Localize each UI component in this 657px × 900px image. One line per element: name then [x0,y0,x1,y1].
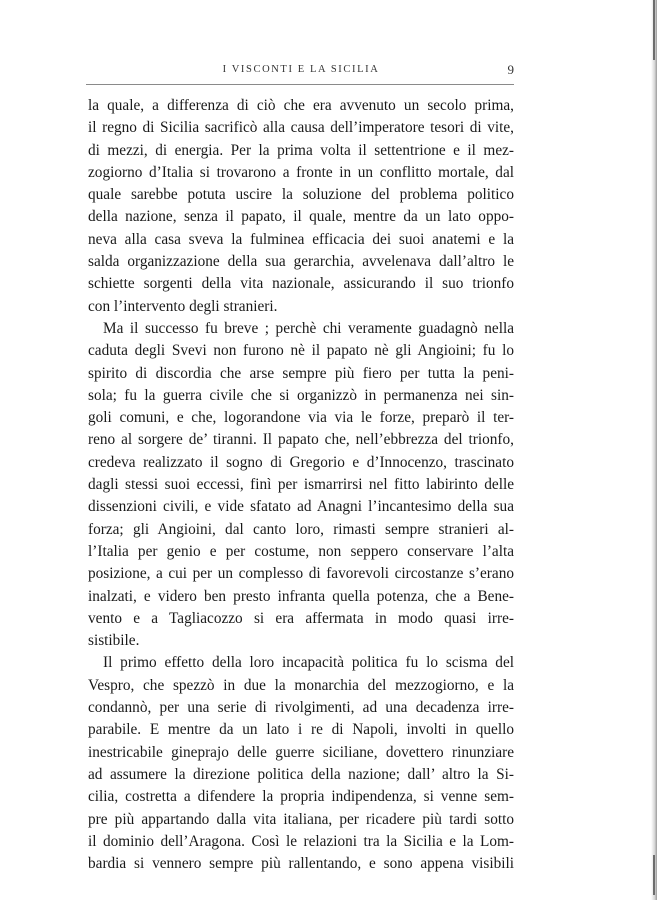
text-line: sistibile. [88,632,140,650]
text-line: cilia, costretta a difendere la propria indipendenza, si venne sem- [88,788,514,806]
scan-page-edge [651,0,657,900]
text-line: di mezzi, di energia. Per la prima volta il settentrione e il mez- [88,141,514,159]
text-line: parabile. E mentre da un lato i re di Napoli, involti in quello [88,721,514,739]
text-line: la quale, a differenza di ciò che era avvenuto un secolo prima, [88,97,514,114]
text-line: ad assumere la direzione politica della nazione; dall’ altro la Si- [88,765,514,783]
running-title: I VISCONTI E LA SICILIA [222,64,380,75]
text-line: della nazione, senza il papato, il quale, mentre da un lato oppo- [88,208,514,226]
text-line: neva alla casa sveva la fulminea efficacia dei suoi anatemi e la [88,230,514,248]
text-line: inestricabile gineprajo delle guerre siciliane, dovettero rinunziare [88,743,514,761]
edge-mark [653,855,655,895]
text-line: caduta degli Svevi non furono nè il papato nè gli Angioini; fu lo [88,342,514,360]
text-line: vento e a Tagliacozzo si era affermata in modo quasi irre- [88,609,514,627]
text-line: Vespro, che spezzò in due la monarchia del mezzogiorno, e la [88,676,514,694]
text-line: l’Italia per genio e per costume, non seppero conservare l’alta [88,542,514,560]
paragraph-start-line: Ma il successo fu breve ; perchè chi veramente guadagnò nella [103,319,514,337]
body-text [88,95,514,875]
text-line: schiette sorgenti della vita nazionale, assicurando il suo trionfo [88,275,514,293]
text-line: spirito di discordia che arse sempre più fiero per tutta la peni- [88,364,514,382]
running-head [88,64,514,84]
text-line: con l’intervento degli stranieri. [88,297,278,315]
text-line: reno al sorgere de’ tiranni. Il papato che, nell’ebbrezza del trionfo, [88,431,514,449]
text-line: quale sarebbe potuta uscire la soluzione del problema politico [88,186,514,204]
text-line: condannò, per una serie di rivolgimenti, ad una decadenza irre- [88,699,514,717]
text-line: dagli stessi suoi eccessi, finì per ismarrirsi nel fitto labirinto delle [88,476,514,494]
text-line: bardia si vennero sempre più rallentando, e sono appena visibili [88,855,514,873]
text-line: forza; gli Angioini, dal canto loro, rimasti sempre stranieri al- [88,520,514,538]
text-line: salda organizzazione della sua gerarchia, avvelenava dall’altro le [88,253,514,271]
text-line: sola; fu la guerra civile che si organizzò in permanenza nei sin- [88,386,514,404]
edge-mark [653,0,655,60]
text-line: inalzati, e videro ben presto infranta quella potenza, che a Bene- [88,587,514,605]
text-line: pre più appartando dalla vita italiana, per ricadere più tardi sotto [88,810,514,828]
text-line: zogiorno d’Italia si trovarono a fronte in un conflitto mortale, dal [88,163,514,181]
text-line: credeva realizzato il sogno di Gregorio e d’Innocenzo, trascinato [88,453,514,471]
text-line: dissenzioni civili, e vide sfatato ad Anagni l’incantesimo della sua [88,498,514,516]
header-rule [86,84,514,85]
text-line: il regno di Sicilia sacrificò alla causa dell’imperatore tesori di vite, [88,119,514,137]
paragraph-start-line: Il primo effetto della loro incapacità politica fu lo scisma del [103,654,514,672]
text-line: il dominio dell’Aragona. Così le relazioni tra la Sicilia e la Lom- [88,832,514,850]
text-line: goli comuni, e che, logorandone via via le forze, preparò il ter- [88,409,514,427]
text-line: posizione, a cui per un complesso di favorevoli circostanze s’erano [88,565,514,583]
page-number: 9 [507,62,514,77]
